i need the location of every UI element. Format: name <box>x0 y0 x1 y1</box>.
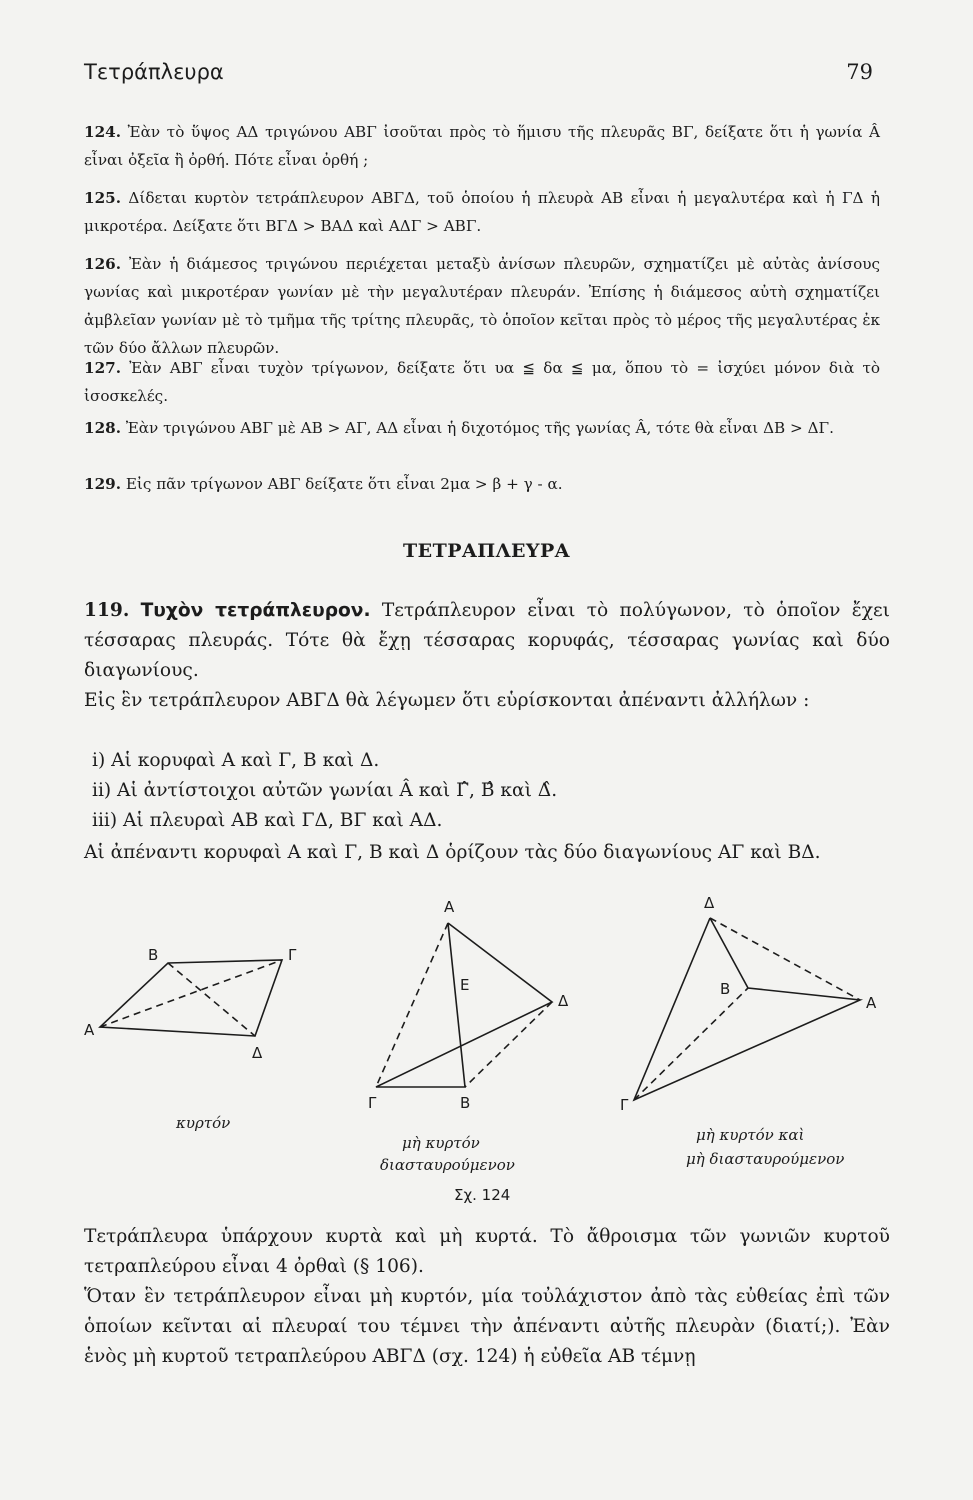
figure-caption: διασταυρούμενον <box>380 1156 515 1174</box>
exercise-number: 129. <box>84 475 121 493</box>
vertex-label: Β <box>720 980 731 998</box>
figure-caption: μὴ κυρτόν <box>402 1134 480 1152</box>
list-item: iii) Αἱ πλευραὶ ΑΒ καὶ ΓΔ, ΒΓ καὶ ΑΔ. <box>92 810 443 831</box>
exercise-number: 125. <box>84 189 121 207</box>
diagonal-ag <box>376 923 448 1087</box>
quadrilateral-diagrams <box>80 890 900 1220</box>
exercise-text: Ἐὰν τριγώνου ΑΒΓ μὲ ΑΒ > ΑΓ, ΑΔ εἶναι ἡ διχοτόμος τῆς γωνίας Â, τότε θὰ εἶναι ΔΒ > ΔΓ. <box>125 419 834 437</box>
exercise-125 <box>84 184 880 240</box>
figure-caption: μὴ διασταυρούμενον <box>686 1150 845 1168</box>
vertex-label: Ε <box>460 976 470 994</box>
figure-caption: κυρτόν <box>176 1114 231 1132</box>
figure-124 <box>80 890 900 1220</box>
vertex-label: Α <box>84 1021 95 1039</box>
exercise-number: 124. <box>84 123 121 141</box>
exercise-124 <box>84 118 880 174</box>
vertex-label: Α <box>866 994 877 1012</box>
paragraph-text: Τετράπλευρα ὑπάρχουν κυρτὰ καὶ μὴ κυρτά. Τὸ ἄθροισμα τῶν γωνιῶν κυρτοῦ τετραπλεύρου εἶναι 4 ὀρθαὶ (§ 106). <box>84 1226 890 1277</box>
running-header <box>84 60 873 92</box>
paragraph-text: Εἰς ἓν τετράπλευρον ΑΒΓΔ θὰ λέγωμεν ὅτι εὑρίσκονται ἀπέναντι ἀλλήλων : <box>84 690 810 711</box>
section-title: ΤΕΤΡΑΠΛΕΥΡΑ <box>402 540 571 562</box>
paragraph-convex-sum <box>84 1222 890 1282</box>
vertex-label: Δ <box>558 992 569 1010</box>
exercise-text: Εἰς πᾶν τρίγωνον ΑΒΓ δείξατε ὅτι εἶναι 2μα > β + γ - α. <box>125 475 563 493</box>
figure-number: Σχ. 124 <box>454 1186 511 1204</box>
convex-outline <box>100 960 282 1036</box>
vertex-label: Β <box>148 946 159 964</box>
figure-caption: μὴ κυρτόν καὶ <box>696 1126 805 1144</box>
concave-quadrilateral <box>634 918 860 1100</box>
exercise-text: Ἐὰν τὸ ὕψος ΑΔ τριγώνου ΑΒΓ ἰσοῦται πρὸς τὸ ἥμισυ τῆς πλευρᾶς ΒΓ, δείξατε ὅτι ἡ γωνία Â εἶναι ὀξεῖα ἢ ὀρθή. Πότε εἶναι ὀρθή ; <box>84 123 880 169</box>
concave-outline <box>634 918 860 1100</box>
exercise-number: 126. <box>84 255 121 273</box>
paragraph-opposites <box>84 686 890 716</box>
crossed-outline <box>376 923 552 1087</box>
exercise-126 <box>84 250 880 362</box>
vertex-label: Γ <box>368 1094 377 1112</box>
paragraph-119 <box>84 596 890 686</box>
exercise-text: Ἐὰν ΑΒΓ εἶναι τυχὸν τρίγωνον, δείξατε ὅτι υα ≦ δα ≦ μα, ὅπου τὸ = ἰσχύει μόνον διὰ τὸ ἰσοσκελές. <box>84 359 881 405</box>
paragraph-text: Ὅταν ἓν τετράπλευρον εἶναι μὴ κυρτόν, μία τοὐλάχιστον ἀπὸ τὰς εὐθείας ἐπὶ τῶν ὁποίων κεῖνται αἱ πλευραί του τέμνει τὴν ἀπέναντι αὐτῆς πλευρὰν (διατί;). Ἐὰν ἑνὸς μὴ κυρτοῦ τετραπλεύρου ΑΒΓΔ (σχ. 124) ἡ εὐθεῖα ΑΒ τέμνῃ <box>84 1286 890 1367</box>
exercise-text: Δίδεται κυρτὸν τετράπλευρον ΑΒΓΔ, τοῦ ὁποίου ἡ πλευρὰ ΑΒ εἶναι ἡ μεγαλυτέρα καὶ ἡ ΓΔ ἡ μικροτέρα. Δείξατε ὅτι ΒΓΔ > ΒΑΔ καὶ ΑΔΓ > ΑΒΓ. <box>84 189 881 235</box>
exercise-127 <box>84 354 880 410</box>
paragraph-diagonals <box>84 838 890 868</box>
convex-quadrilateral <box>100 960 282 1036</box>
chapter-title: Τετράπλευρα <box>84 60 224 84</box>
diagonal-ag <box>100 960 282 1027</box>
vertex-label: Β <box>460 1094 471 1112</box>
exercise-number: 127. <box>84 359 121 377</box>
exercise-text: Ἐὰν ἡ διάμεσος τριγώνου περιέχεται μεταξὺ ἀνίσων πλευρῶν, σχηματίζει μὲ αὐτὰς ἀνίσους γωνίας καὶ μικροτέραν γωνίαν μὲ τὴν μεγαλυτέραν πλευράν. Ἐπίσης ἡ διάμεσος αὐτὴ σχηματίζει ἀμβλεῖαν γωνίαν μὲ τὸ τμῆμα τῆς τρίτης πλευρᾶς, τὸ ὁποῖον κεῖται πρὸς τὸ μέρος τῆς μεγαλυτέρας ἐκ τῶν δύο ἄλλων πλευρῶν. <box>84 255 880 357</box>
paragraph-nonconvex <box>84 1282 890 1372</box>
exercise-128 <box>84 414 880 442</box>
list-item: ii) Αἱ ἀντίστοιχοι αὐτῶν γωνίαι Â καὶ Γ̂, Β̂ καὶ Δ̂. <box>92 780 558 801</box>
paragraph-text: Τετράπλευρον εἶναι τὸ πολύγωνον, τὸ ὁποῖον ἔχει τέσσαρας πλευράς. Τότε θὰ ἔχῃ τέσσαρας κορυφάς, τέσσαρας γωνίας καὶ δύο διαγωνίους. <box>84 600 890 681</box>
vertex-label: Δ <box>704 894 715 912</box>
diagonal-bd <box>465 1002 552 1087</box>
crossed-quadrilateral <box>376 923 552 1087</box>
vertex-label: Γ <box>620 1096 629 1114</box>
paragraph-text: Αἱ ἀπέναντι κορυφαὶ Α καὶ Γ, Β καὶ Δ ὁρίζουν τὰς δύο διαγωνίους ΑΓ καὶ ΒΔ. <box>84 842 821 863</box>
paragraph-heading: Τυχὸν τετράπλευρον. <box>140 600 371 621</box>
paragraph-number: 119. <box>84 600 130 621</box>
list-item: i) Αἱ κορυφαὶ Α καὶ Γ, Β καὶ Δ. <box>92 750 380 771</box>
diagonal-gb <box>634 988 748 1100</box>
page-number: 79 <box>846 60 873 84</box>
exercise-number: 128. <box>84 419 121 437</box>
opposites-list <box>92 746 557 836</box>
vertex-label: Α <box>444 898 455 916</box>
vertex-label: Γ <box>288 946 297 964</box>
exercise-129 <box>84 470 880 498</box>
diagonal-bd <box>168 963 255 1036</box>
vertex-label: Δ <box>252 1044 263 1062</box>
